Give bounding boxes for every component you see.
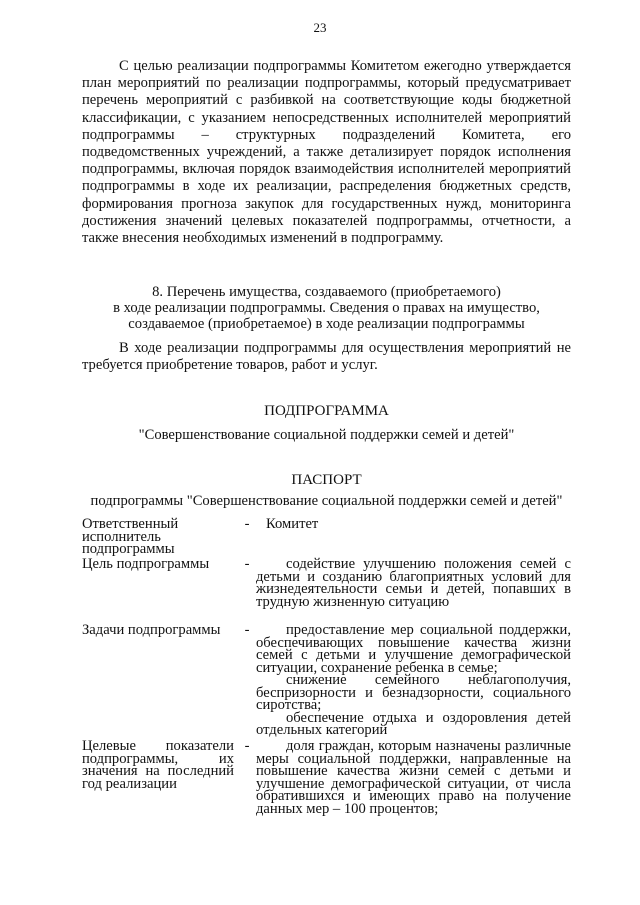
section-8-heading-line: создаваемое (приобретаемое) в ходе реализации подпрограммы (128, 316, 525, 332)
subprogram-title: "Совершенствование социальной поддержки семей и детей" (138, 427, 515, 443)
paragraph-implementation-plan: С целью реализации подпрограммы Комитетом ежегодно утверждается план мероприятий по реализации подпрограммы, который предусматривает перечень мероприятий с разбивкой на соответствующие коды бюджетной классификации, с указанием непосредственных исполнителей мероприятий подпрограммы – структурных подразделений Комитета, его подведомственных учреждений, а также детализирует порядок исполнения подпрограммы, включая порядок взаимодействия исполнителей мероприятий подпрограммы в ходе их реализации, распределения бюджетных средств, формирования прогноза закупок для государственных нужд, мониторинга достижения значений целевых показателей подпрограммы, отчетности, а также внесения необходимых изменений в подпрограмму. (82, 58, 571, 247)
row-label: Ответственный исполнитель подпрограммы (82, 516, 179, 557)
row-value-text: содействие улучшению положения семей с детьми и созданию благоприятных условий для жизнедеятельности семьи и детей, попавших в трудную жизненную ситуацию (256, 556, 571, 610)
row-dash: - (244, 556, 250, 572)
page-number: 23 (313, 20, 327, 35)
row-label: Целевые показатели подпрограммы, их значения на последний год реализации (82, 738, 234, 792)
passport-subtitle: подпрограммы "Совершенствование социальной поддержки семей и детей" (90, 493, 563, 509)
row-dash: - (244, 738, 250, 754)
row-dash: - (244, 516, 250, 532)
passport-heading: ПАСПОРТ (291, 472, 362, 488)
paragraph-no-property: В ходе реализации подпрограммы для осуществления мероприятий не требуется приобретение товаров, работ и услуг. (82, 340, 571, 374)
section-8-heading-line: в ходе реализации подпрограммы. Сведения о правах на имущество, (113, 300, 540, 316)
row-value (256, 624, 571, 737)
section-8-heading (82, 284, 571, 332)
subprogram-heading: ПОДПРОГРАММА (264, 403, 389, 419)
row-value (256, 558, 571, 608)
row-value-text: предоставление мер социальной поддержки, обеспечивающих повышение качества жизни семей с детьми и улучшение демографической ситуации, сохранение ребенка в семье; (256, 622, 571, 676)
row-value-text: Комитет (266, 516, 319, 532)
row-dash: - (244, 622, 250, 638)
row-value (256, 518, 571, 531)
row-value-text: обеспечение отдыха и оздоровления детей отдельных категорий (256, 709, 571, 738)
row-value-text: снижение семейного неблагополучия, беспризорности и безнадзорности, социального сиротства; (256, 672, 571, 713)
section-8-heading-line: 8. Перечень имущества, создаваемого (приобретаемого) (152, 284, 501, 300)
row-label: Задачи подпрограммы (82, 622, 221, 638)
row-value-text: доля граждан, которым назначены различные меры социальной поддержки, направленные на повышение качества жизни семей с детьми и улучшение демографической ситуации, от числа обратившихся и имеющих право на получение данных мер – 100 процентов; (256, 738, 571, 817)
row-label: Цель подпрограммы (82, 556, 210, 572)
row-value (256, 740, 571, 815)
